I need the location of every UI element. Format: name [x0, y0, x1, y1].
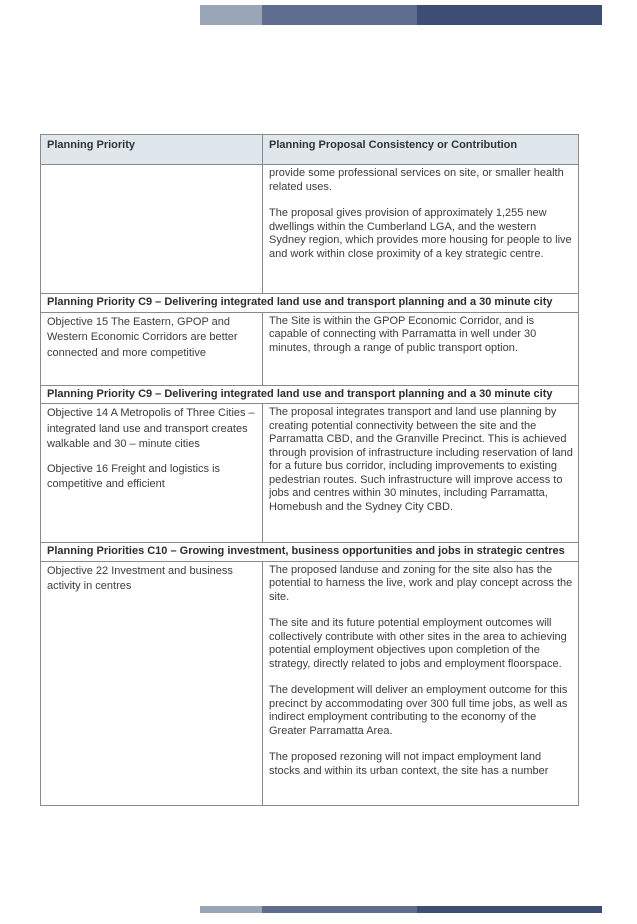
objective-text: Objective 15 The Eastern, GPOP and Western Economic Corridors are better connected and more competitive [47, 315, 238, 359]
paragraph: The proposed rezoning will not impact employment land stocks and within its urban context, the site has a number [269, 751, 549, 777]
paragraph: provide some professional services on site, or smaller health related uses. [269, 167, 564, 193]
bar-segment-light [200, 906, 262, 913]
objective-text: Objective 14 A Metropolis of Three Cities – integrated land use and transport creates walkable and 30 – minute cities [47, 407, 255, 450]
bar-segment-dark [417, 5, 602, 25]
paragraph: The development will deliver an employment outcome for this precinct by accommodating over 300 full time jobs, as well as indirect employment contributing to the economy of the Greater Parramatta Area. [269, 684, 568, 737]
table-cell-contribution [263, 165, 579, 294]
bar-segment-mid [262, 906, 417, 913]
column-header-consistency: Planning Proposal Consistency or Contribution [263, 135, 579, 165]
objective-text: Objective 16 Freight and logistics is competitive and efficient [47, 462, 221, 490]
section-row [41, 385, 579, 404]
section-heading: Planning Priority C9 – Delivering integrated land use and transport planning and a 30 minute city [41, 294, 579, 313]
table-row [41, 404, 579, 543]
section-row [41, 294, 579, 313]
paragraph: The site and its future potential employment outcomes will collectively contribute with other sites in the area to achieving potential employment objectives upon completion of the strategy, directly related to jobs and employment floorspace. [269, 617, 567, 670]
header-decorative-bar [200, 5, 602, 25]
objective-text: Objective 22 Investment and business activity in centres [47, 564, 233, 592]
bar-segment-mid [262, 5, 417, 25]
section-heading: Planning Priorities C10 – Growing investment, business opportunities and jobs in strategic centres [41, 543, 579, 562]
table-cell-objective [41, 312, 263, 385]
paragraph: The proposed landuse and zoning for the site also has the potential to harness the live, work and play concept across the site. [269, 563, 573, 603]
table-cell-objective [41, 561, 263, 805]
table-row [41, 165, 579, 294]
table-row [41, 561, 579, 805]
paragraph: The proposal gives provision of approximately 1,255 new dwellings within the Cumberland LGA, and the western Sydney region, which provides more housing for people to live and work within close proximity of a key strategic centre. [269, 207, 572, 260]
table-header-row [41, 135, 579, 165]
table-cell-objective [41, 404, 263, 543]
bar-segment-dark [417, 906, 602, 913]
table-cell-contribution [263, 561, 579, 805]
bar-segment-light [200, 5, 262, 25]
planning-priority-table [40, 134, 579, 806]
table-row [41, 312, 579, 385]
footer-decorative-bar [200, 906, 602, 913]
section-row [41, 543, 579, 562]
section-heading: Planning Priority C9 – Delivering integrated land use and transport planning and a 30 minute city [41, 385, 579, 404]
table-cell-contribution: The Site is within the GPOP Economic Corridor, and is capable of connecting with Parramatta in well under 30 minutes, through a range of public transport option. [263, 312, 579, 385]
table-cell-empty [41, 165, 263, 294]
table-cell-contribution: The proposal integrates transport and land use planning by creating potential connectivity between the site and the Parramatta CBD, and the Granville Precinct. This is achieved through provision of infrastructure including reservation of land for a future bus corridor, including improvements to existing pedestrian routes. Such infrastructure will improve access to jobs and centres within 30 minutes, including Parramatta, Homebush and the Sydney City CBD. [263, 404, 579, 543]
column-header-planning-priority: Planning Priority [41, 135, 263, 165]
